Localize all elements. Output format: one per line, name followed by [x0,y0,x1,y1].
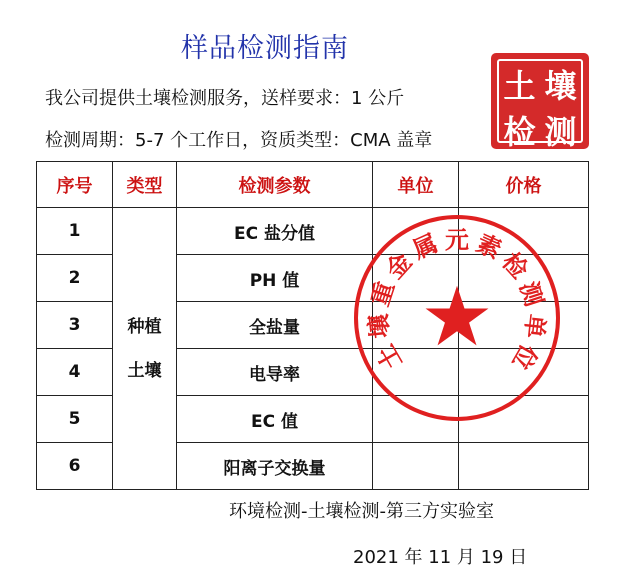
header-unit: 单位 [373,162,459,208]
seal-char: 金 [380,247,418,285]
seal-char: 土 [371,339,408,375]
seal-char: 位 [506,339,543,375]
header-param: 检测参数 [177,162,373,208]
row-unit [373,349,459,396]
category-line: 土壤 [127,360,162,381]
logo-frame [497,59,583,151]
row-param: 电导率 [177,349,373,396]
row-unit [373,302,459,349]
row-no: 3 [37,302,113,349]
star-icon: ★ [420,270,494,365]
row-unit [373,208,459,255]
row-price [459,396,589,443]
row-param: 全盐量 [177,302,373,349]
seal-char: 素 [472,229,506,265]
intro-service-line: 我公司提供土壤检测服务，送样要求：1 公斤 [45,88,405,109]
row-param: PH 值 [177,255,373,302]
page-title: 样品检测指南 [181,33,349,64]
logo-char: 土 [503,67,536,105]
seal-char: 属 [408,229,442,265]
logo-char: 测 [544,113,577,151]
logo-char: 壤 [544,67,577,105]
seal-char: 测 [514,278,549,310]
test-guide-table [36,161,589,490]
table-row [37,208,589,255]
row-price [459,349,589,396]
row-no: 1 [37,208,113,255]
header-type: 类型 [113,162,177,208]
row-no: 6 [37,443,113,490]
soil-testing-logo [491,53,589,149]
category-cell [113,208,177,490]
row-no: 2 [37,255,113,302]
category-line: 种植 [127,316,162,337]
row-no: 4 [37,349,113,396]
table-header-row [37,162,589,208]
intro-period-line: 检测周期：5-7 个工作日，资质类型：CMA 盖章 [45,130,433,151]
seal-char: 壤 [364,312,395,340]
lab-footer: 环境检测-土壤检测-第三方实验室 [229,501,494,522]
row-unit [373,255,459,302]
header-no: 序号 [37,162,113,208]
issue-date: 2021 年 11 月 19 日 [353,547,528,568]
seal-char: 元 [445,226,469,254]
row-param: 阳离子交换量 [177,443,373,490]
seal-char: 单 [519,312,550,340]
row-unit [373,443,459,490]
row-price [459,208,589,255]
row-no: 5 [37,396,113,443]
seal-char: 重 [365,278,400,310]
row-param: EC 值 [177,396,373,443]
row-price [459,443,589,490]
logo-char: 检 [503,113,536,151]
row-price [459,255,589,302]
header-price: 价格 [459,162,589,208]
row-price [459,302,589,349]
seal-char: 检 [496,247,534,285]
row-param: EC 盐分值 [177,208,373,255]
row-unit [373,396,459,443]
